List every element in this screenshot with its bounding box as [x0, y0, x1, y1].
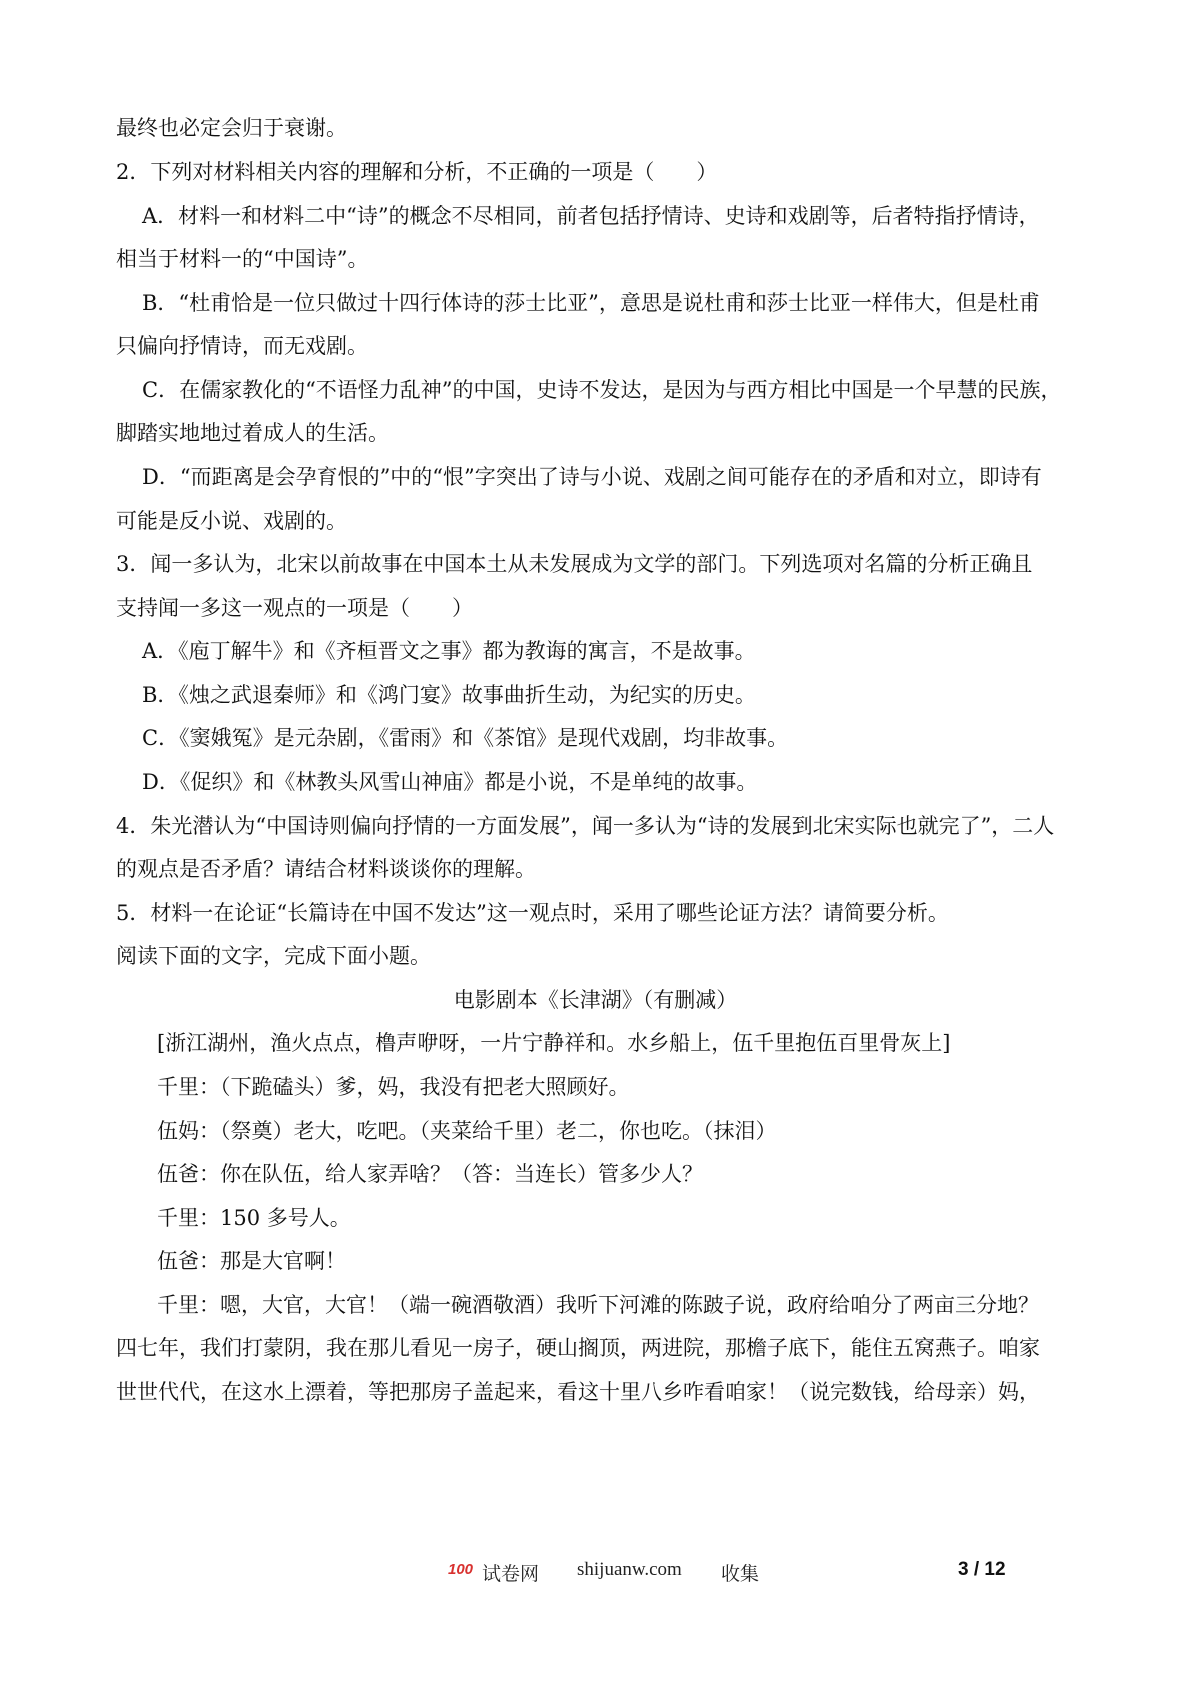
page-number: 3 / 12 [958, 1559, 1006, 1580]
dialogue-line: 千里：150 多号人。 [157, 1206, 351, 1230]
dialogue-line: 伍妈：（祭奠）老大，吃吧。（夹菜给千里）老二，你也吃。（抹泪） [157, 1119, 777, 1143]
site-name: 试卷网 [482, 1564, 540, 1585]
text-line: 世世代代，在这水上漂着，等把那房子盖起来，看这十里八乡咋看咱家！（说完数钱，给母亲）妈， [116, 1380, 1040, 1404]
site-url[interactable]: shijuanw.com [577, 1559, 682, 1580]
stage-direction: [浙江湖州，渔火点点，橹声咿呀，一片宁静祥和。水乡船上，伍千里抱伍百里骨灰上] [157, 1031, 951, 1055]
collect-label: 收集 [721, 1564, 760, 1585]
option-2a: A．材料一和材料二中“诗”的概念不尽相同，前者包括抒情诗、史诗和戏剧等，后者特指抒情诗， [142, 204, 1040, 228]
site-logo: 100 [448, 1561, 474, 1578]
question-5: 5．材料一在论证“长篇诗在中国不发达”这一观点时，采用了哪些论证方法？请简要分析。 [116, 901, 949, 925]
text-line: 的观点是否矛盾？请结合材料谈谈你的理解。 [116, 857, 536, 881]
reading-instruction: 阅读下面的文字，完成下面小题。 [116, 944, 431, 968]
text-line: 支持闻一多这一观点的一项是（ ） [116, 596, 473, 620]
dialogue-line: 千里：嗯，大官，大官！（端一碗酒敬酒）我听下河滩的陈跛子说，政府给咱分了两亩三分地？ [157, 1293, 1039, 1317]
option-2d: D．“而距离是会孕育恨的”中的“恨”字突出了诗与小说、戏剧之间可能存在的矛盾和对立，即诗有 [142, 465, 1042, 489]
dialogue-line: 伍爸：那是大官啊！ [157, 1249, 346, 1273]
text-line: 只偏向抒情诗，而无戏剧。 [116, 334, 368, 358]
screenplay-title: 电影剧本《长津湖》（有删减） [453, 988, 738, 1012]
text-line: 相当于材料一的“中国诗”。 [116, 247, 369, 271]
option-3d: D．《促织》和《林教头风雪山神庙》都是小说，不是单纯的故事。 [142, 770, 758, 794]
option-2b: B．“杜甫恰是一位只做过十四行体诗的莎士比亚”，意思是说杜甫和莎士比亚一样伟大，但是杜甫 [142, 291, 1040, 315]
question-2: 2．下列对材料相关内容的理解和分析，不正确的一项是（ ） [116, 160, 718, 184]
option-2c: C．在儒家教化的“不语怪力乱神”的中国，史诗不发达，是因为与西方相比中国是一个早慧的民族， [142, 378, 1062, 402]
question-3: 3．闻一多认为，北宋以前故事在中国本土从未发展成为文学的部门。下列选项对名篇的分析正确且 [116, 552, 1033, 576]
dialogue-line: 千里：（下跪磕头）爹，妈，我没有把老大照顾好。 [157, 1075, 630, 1099]
text-line: 脚踏实地地过着成人的生活。 [116, 421, 389, 445]
dialogue-line: 伍爸：你在队伍，给人家弄啥？（答：当连长）管多少人？ [157, 1162, 703, 1186]
option-3b: B．《烛之武退秦师》和《鸿门宴》故事曲折生动，为纪实的历史。 [142, 683, 756, 707]
text-line: 最终也必定会归于衰谢。 [116, 116, 347, 140]
page-footer [0, 1555, 1191, 1595]
text-line: 可能是反小说、戏剧的。 [116, 509, 347, 533]
question-4: 4．朱光潜认为“中国诗则偏向抒情的一方面发展”，闻一多认为“诗的发展到北宋实际也就完了”，二人 [116, 814, 1055, 838]
option-3a: A．《庖丁解牛》和《齐桓晋文之事》都为教诲的寓言，不是故事。 [142, 639, 756, 663]
text-line: 四七年，我们打蒙阴，我在那儿看见一房子，硬山搁顶，两进院，那檐子底下，能住五窝燕子。咱家 [116, 1336, 1040, 1360]
option-3c: C．《窦娥冤》是元杂剧，《雷雨》和《茶馆》是现代戏剧，均非故事。 [142, 726, 789, 750]
